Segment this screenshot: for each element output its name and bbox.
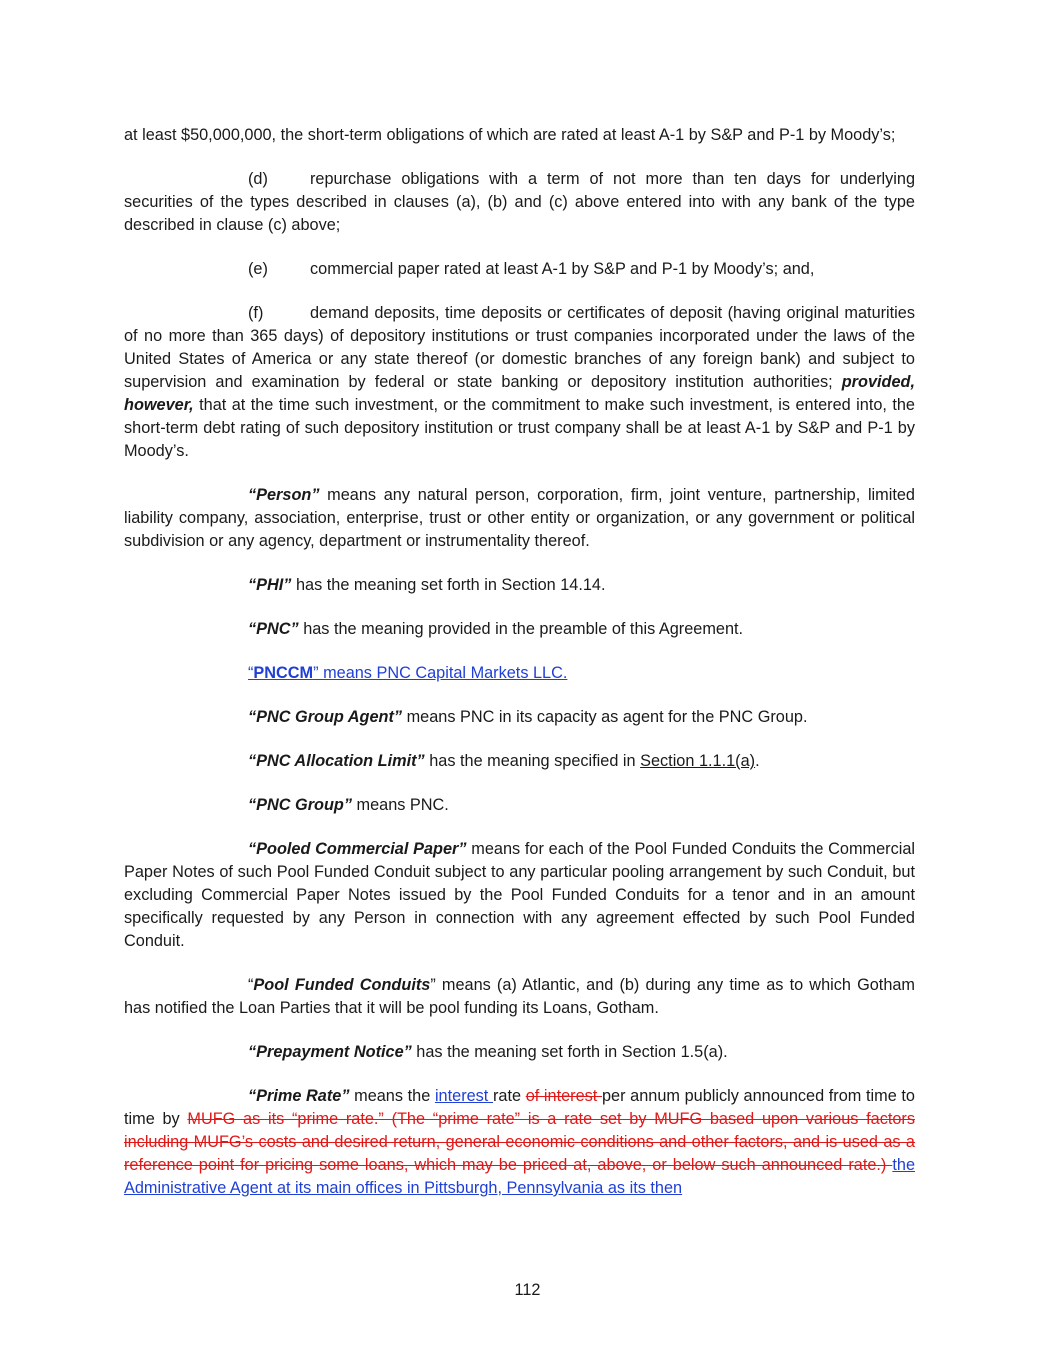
- definition-text: has the meaning set forth in Section 1.5(a).: [411, 1043, 728, 1061]
- definition-pnc-group: [124, 794, 915, 817]
- definition-pnc: [124, 618, 915, 641]
- defined-term: “PNC Allocation Limit”: [248, 752, 425, 770]
- clause-f-proviso: provided, however,: [124, 373, 915, 414]
- definition-text: has the meaning specified in: [424, 752, 641, 770]
- definition-pool-funded-conduits: “Pool Funded Conduits” means (a) Atlantic, and (b) during any time as to which Gotham has notified the Loan Parties that it will be pool funding its Loans, Gotham.: [124, 976, 915, 1017]
- definition-prime-rate: “Prime Rate” means the interest rate of interest per annum publicly announced from time to time by MUFG as its “prime rate.” (The “prime rate” is a rate set by MUFG based upon various factors including MUFG’s costs and desired return, general economic conditions and other factors, and is used as a reference point for pricing some loans, which may be priced at, above, or below such announced rate.) the Administrative Agent at its main offices in Pittsburgh, Pennsylvania as its then: [124, 1087, 915, 1197]
- definition-pnccm-inserted: [124, 662, 915, 685]
- deleted-text: MUFG as its “prime rate.” (The “prime rate” is a rate set by MUFG based upon various factors including MUFG’s costs and desired return, general economic conditions and other factors, and is used as a reference point for pricing some loans, which may be priced at, above, or below such announced rate.): [124, 1110, 915, 1174]
- document-body: [124, 124, 915, 1221]
- clause-f-text-end: that at the time such investment, or the commitment to make such investment, is entered into, the short-term debt rating of such depository institution or trust company shall be at least A-1 by S&P and P-1 by Moody’s.: [124, 396, 915, 460]
- definition-prepayment-notice: [124, 1041, 915, 1064]
- inserted-text: the Administrative Agent at its main offices in Pittsburgh, Pennsylvania as its then: [124, 1156, 915, 1197]
- defined-term: “PNC Group”: [248, 796, 353, 814]
- definition-pnc-allocation-limit: “PNC Allocation Limit” has the meaning specified in Section 1.1.1(a).: [248, 752, 760, 770]
- clause-f-label: (f): [248, 304, 264, 322]
- defined-term: “Prime Rate”: [248, 1087, 350, 1105]
- clause-f-text: demand deposits, time deposits or certificates of deposit (having original maturities of no more than 365 days) of depository institutions or trust companies incorporated under the laws of the United States of America or any state thereof (or domestic branches of any foreign bank) and subject to supervision and examination by federal or state banking or depository institution authorities;: [124, 304, 915, 391]
- definition-pnc-group-agent: [124, 706, 915, 729]
- defined-term: “Prepayment Notice”: [248, 1043, 412, 1061]
- section-reference: Section 1.1.1(a): [640, 752, 756, 770]
- definition-text: means for each of the Pool Funded Conduits the Commercial Paper Notes of such Pool Funded Conduit subject to any particular pooling arrangement by such Conduit, but excluding Commercial Paper Notes issued by the Pool Funded Conduits for a tenor and in an amount specifically requested by any Person in connection with any agreement effected by such Pool Funded Conduit.: [124, 840, 915, 950]
- deleted-text: of interest: [525, 1087, 602, 1105]
- definition-text: has the meaning set forth in Section 14.14.: [291, 576, 606, 594]
- definition-pooled-commercial-paper: [124, 838, 915, 953]
- defined-term: “PNC Group Agent”: [248, 708, 403, 726]
- definition-text: has the meaning provided in the preamble of this Agreement.: [298, 620, 744, 638]
- clause-d-label: (d): [248, 170, 268, 188]
- definition-person: [124, 484, 915, 553]
- clause-e-label: (e): [248, 260, 268, 278]
- clause-e-text: commercial paper rated at least A-1 by S&P and P-1 by Moody’s; and,: [310, 260, 815, 278]
- page-number: 112: [514, 1281, 541, 1299]
- definition-phi: [124, 574, 915, 597]
- clause-d-text: repurchase obligations with a term of not more than ten days for underlying securities of the types described in clauses (a), (b) and (c) above entered into with any bank of the type described in clause (c) above;: [124, 170, 915, 234]
- definition-text: means PNC in its capacity as agent for the PNC Group.: [402, 708, 808, 726]
- clause-e: [124, 258, 915, 281]
- defined-term: “Person”: [248, 486, 320, 504]
- definition-text: ” means (a) Atlantic, and (b) during any time as to which Gotham has notified the Loan Parties that it will be pool funding its Loans, Gotham.: [124, 976, 915, 1017]
- definition-text: means PNC.: [352, 796, 449, 814]
- inserted-text: “PNCCM” means PNC Capital Markets LLC.: [248, 664, 568, 682]
- clause-f: [124, 302, 915, 463]
- defined-term: Pool Funded Conduits: [253, 976, 431, 994]
- defined-term: “PHI”: [248, 576, 292, 594]
- definition-text: means any natural person, corporation, firm, joint venture, partnership, limited liability company, association, enterprise, trust or other entity or organization, or any government or political subdivision or any agency, department or instrumentality thereof.: [124, 486, 915, 550]
- defined-term: “PNC”: [248, 620, 299, 638]
- inserted-text: interest: [434, 1087, 493, 1105]
- clause-d: [124, 168, 915, 237]
- defined-term: PNCCM: [253, 664, 314, 682]
- paragraph-continuation: at least $50,000,000, the short-term obligations of which are rated at least A-1 by S&P and P-1 by Moody’s;: [124, 126, 896, 144]
- defined-term: “Pooled Commercial Paper”: [248, 840, 467, 858]
